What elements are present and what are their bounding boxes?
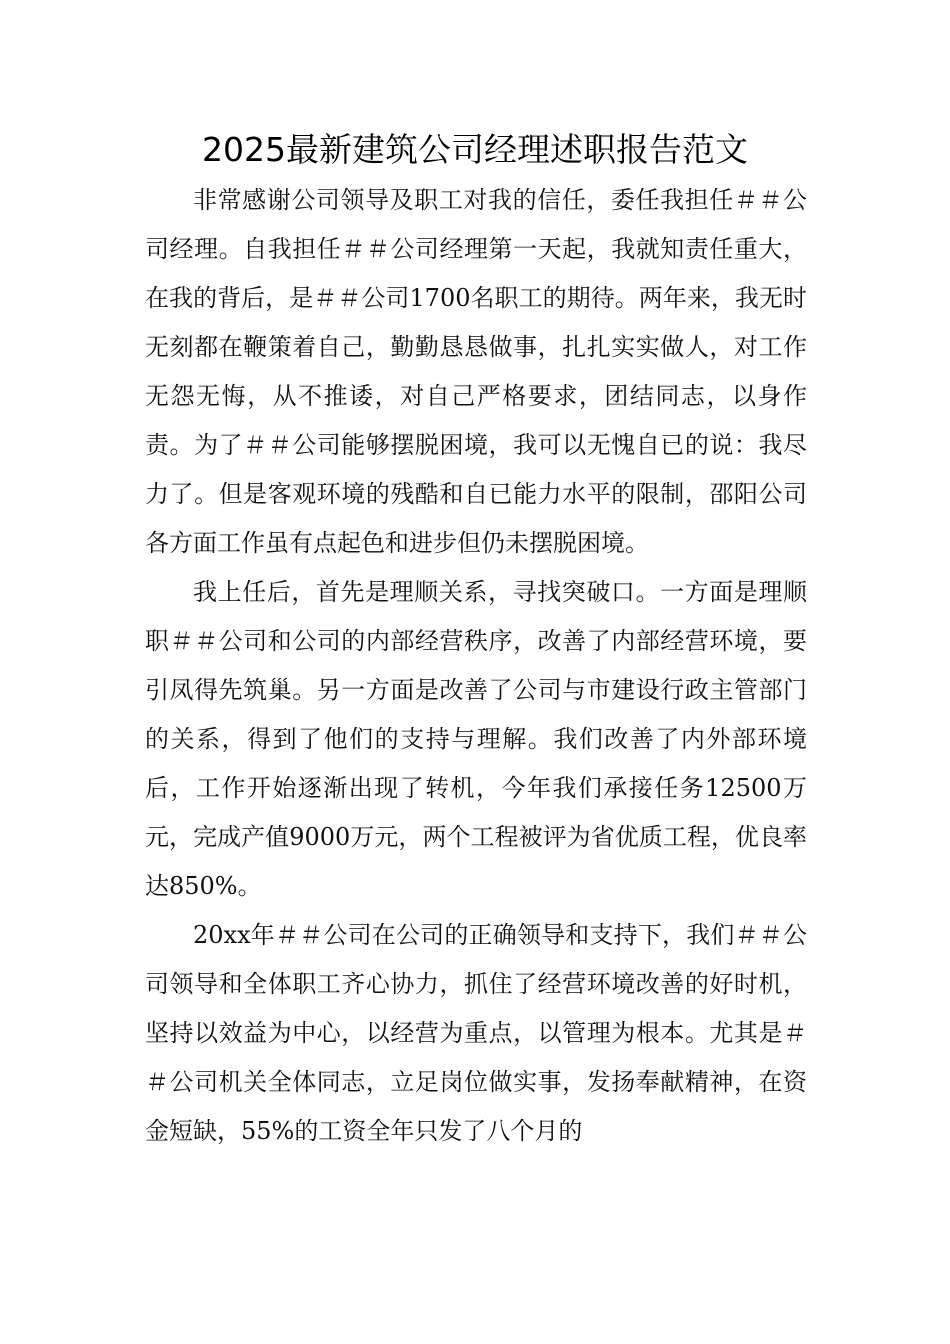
document-body: [145, 176, 807, 1156]
paragraph-2: 我上任后，首先是理顺关系，寻找突破口。一方面是理顺职＃＃公司和公司的内部经营秩序，改善了内部经营环境，要引凤得先筑巢。另一方面是改善了公司与市建设行政主管部门的关系，得到了他们的支持与理解。我们改善了内外部环境后，工作开始逐渐出现了转机，今年我们承接任务12500万元，完成产值9000万元，两个工程被评为省优质工程，优良率达850%。: [145, 578, 807, 900]
paragraph-3: 20xx年＃＃公司在公司的正确领导和支持下，我们＃＃公司领导和全体职工齐心协力，抓住了经营环境改善的好时机，坚持以效益为中心，以经营为重点，以管理为根本。尤其是＃＃公司机关全体同志，立足岗位做实事，发扬奉献精神，在资金短缺，55%的工资全年只发了八个月的: [145, 921, 807, 1145]
paragraph-1: 非常感谢公司领导及职工对我的信任，委任我担任＃＃公司经理。自我担任＃＃公司经理第一天起，我就知责任重大，在我的背后，是＃＃公司1700名职工的期待。两年来，我无时无刻都在鞭策着自己，勤勤恳恳做事，扎扎实实做人，对工作无怨无悔，从不推诿，对自己严格要求，团结同志，以身作责。为了＃＃公司能够摆脱困境，我可以无愧自已的说：我尽力了。但是客观环境的残酷和自已能力水平的限制，邵阳公司各方面工作虽有点起色和进步但仍未摆脱困境。: [145, 186, 807, 557]
document-title: 2025最新建筑公司经理述职报告范文: [202, 130, 748, 169]
